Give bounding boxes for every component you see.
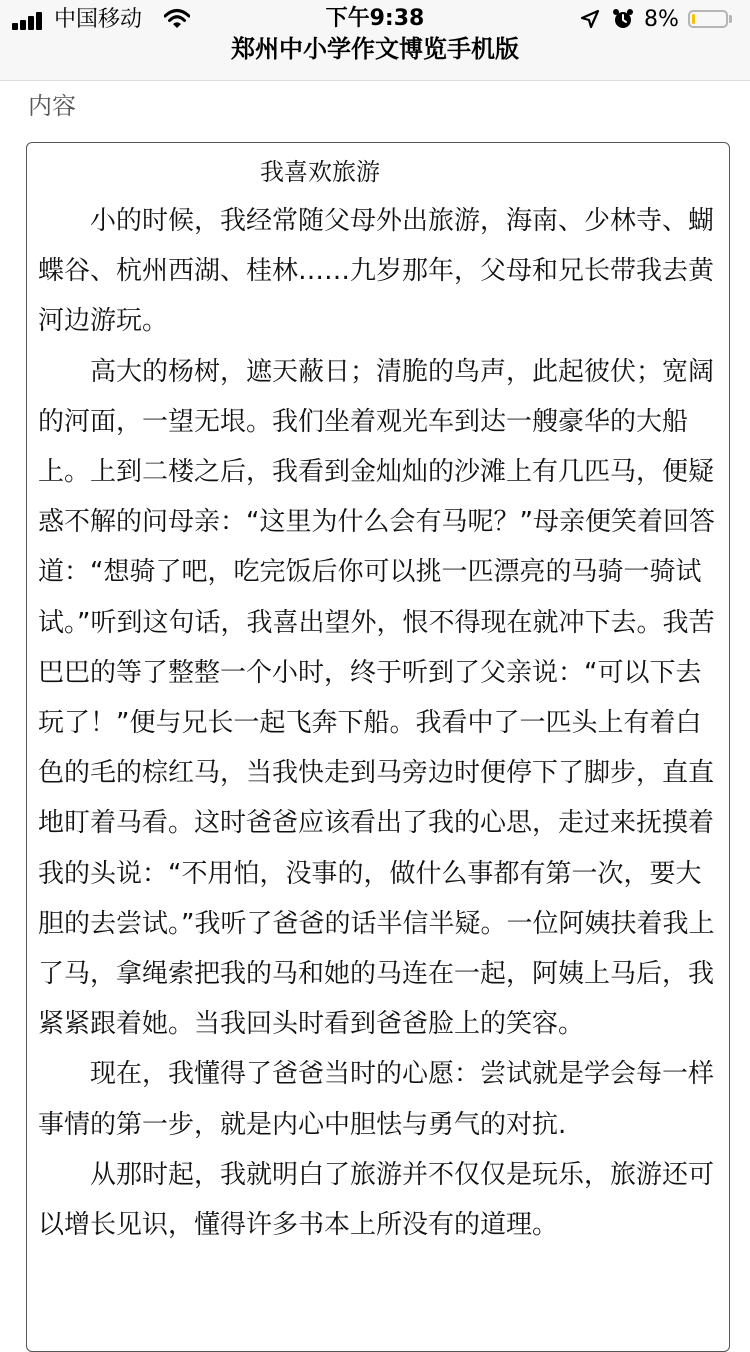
- location-icon: [580, 9, 600, 29]
- battery-nub: [729, 15, 732, 23]
- essay-paragraph: 高大的杨树，遮天蔽日；清脆的鸟声，此起彼伏；宽阔的河面，一望无垠。我们坐着观光车到达一艘豪华的大船上。上到二楼之后，我看到金灿灿的沙滩上有几匹马，便疑惑不解的问母亲：“这里为什么会有马呢？”母亲便笑着回答道：“想骑了吧，吃完饭后你可以挑一匹漂亮的马骑一骑试试。”听到这句话，我喜出望外，恨不得现在就冲下去。我苦巴巴的等了整整一个小时，终于听到了父亲说：“可以下去玩了！”便与兄长一起飞奔下船。我看中了一匹头上有着白色的毛的棕红马，当我快走到马旁边时便停下了脚步，直直地盯着马看。这时爸爸应该看出了我的心思，走过来抚摸着我的头说：“不用怕，没事的，做什么事都有第一次，要大胆的去尝试。”我听了爸爸的话半信半疑。一位阿姨扶着我上了马，拿绳索把我的马和她的马连在一起，阿姨上马后，我紧紧跟着她。当我回头时看到爸爸脸上的笑容。: [38, 356, 715, 1040]
- essay-paragraph: 从那时起，我就明白了旅游并不仅仅是玩乐，旅游还可以增长见识，懂得许多书本上所没有的道理。: [38, 1159, 715, 1241]
- essay-body: [38, 196, 720, 1250]
- essay-paragraph: 小的时候，我经常随父母外出旅游，海南、少林寺、蝴蝶谷、杭州西湖、桂林……九岁那年，父母和兄长带我去黄河边游玩。: [38, 206, 715, 337]
- content-label: 内容: [28, 92, 76, 120]
- status-time: 下午9:38: [325, 6, 425, 31]
- alarm-icon: [612, 8, 634, 30]
- carrier-name: 中国移动: [54, 7, 143, 32]
- header: [0, 0, 750, 81]
- essay-title: 我喜欢旅游: [260, 158, 380, 186]
- battery-icon: [688, 10, 728, 28]
- essay-paragraph: 现在，我懂得了爸爸当时的心愿：尝试就是学会每一样事情的第一步，就是内心中胆怯与勇气的对抗.: [38, 1059, 715, 1140]
- battery-percent: 8%: [644, 7, 679, 32]
- app-title: 郑州中小学作文博览手机版: [231, 35, 519, 63]
- battery-level: [692, 14, 695, 24]
